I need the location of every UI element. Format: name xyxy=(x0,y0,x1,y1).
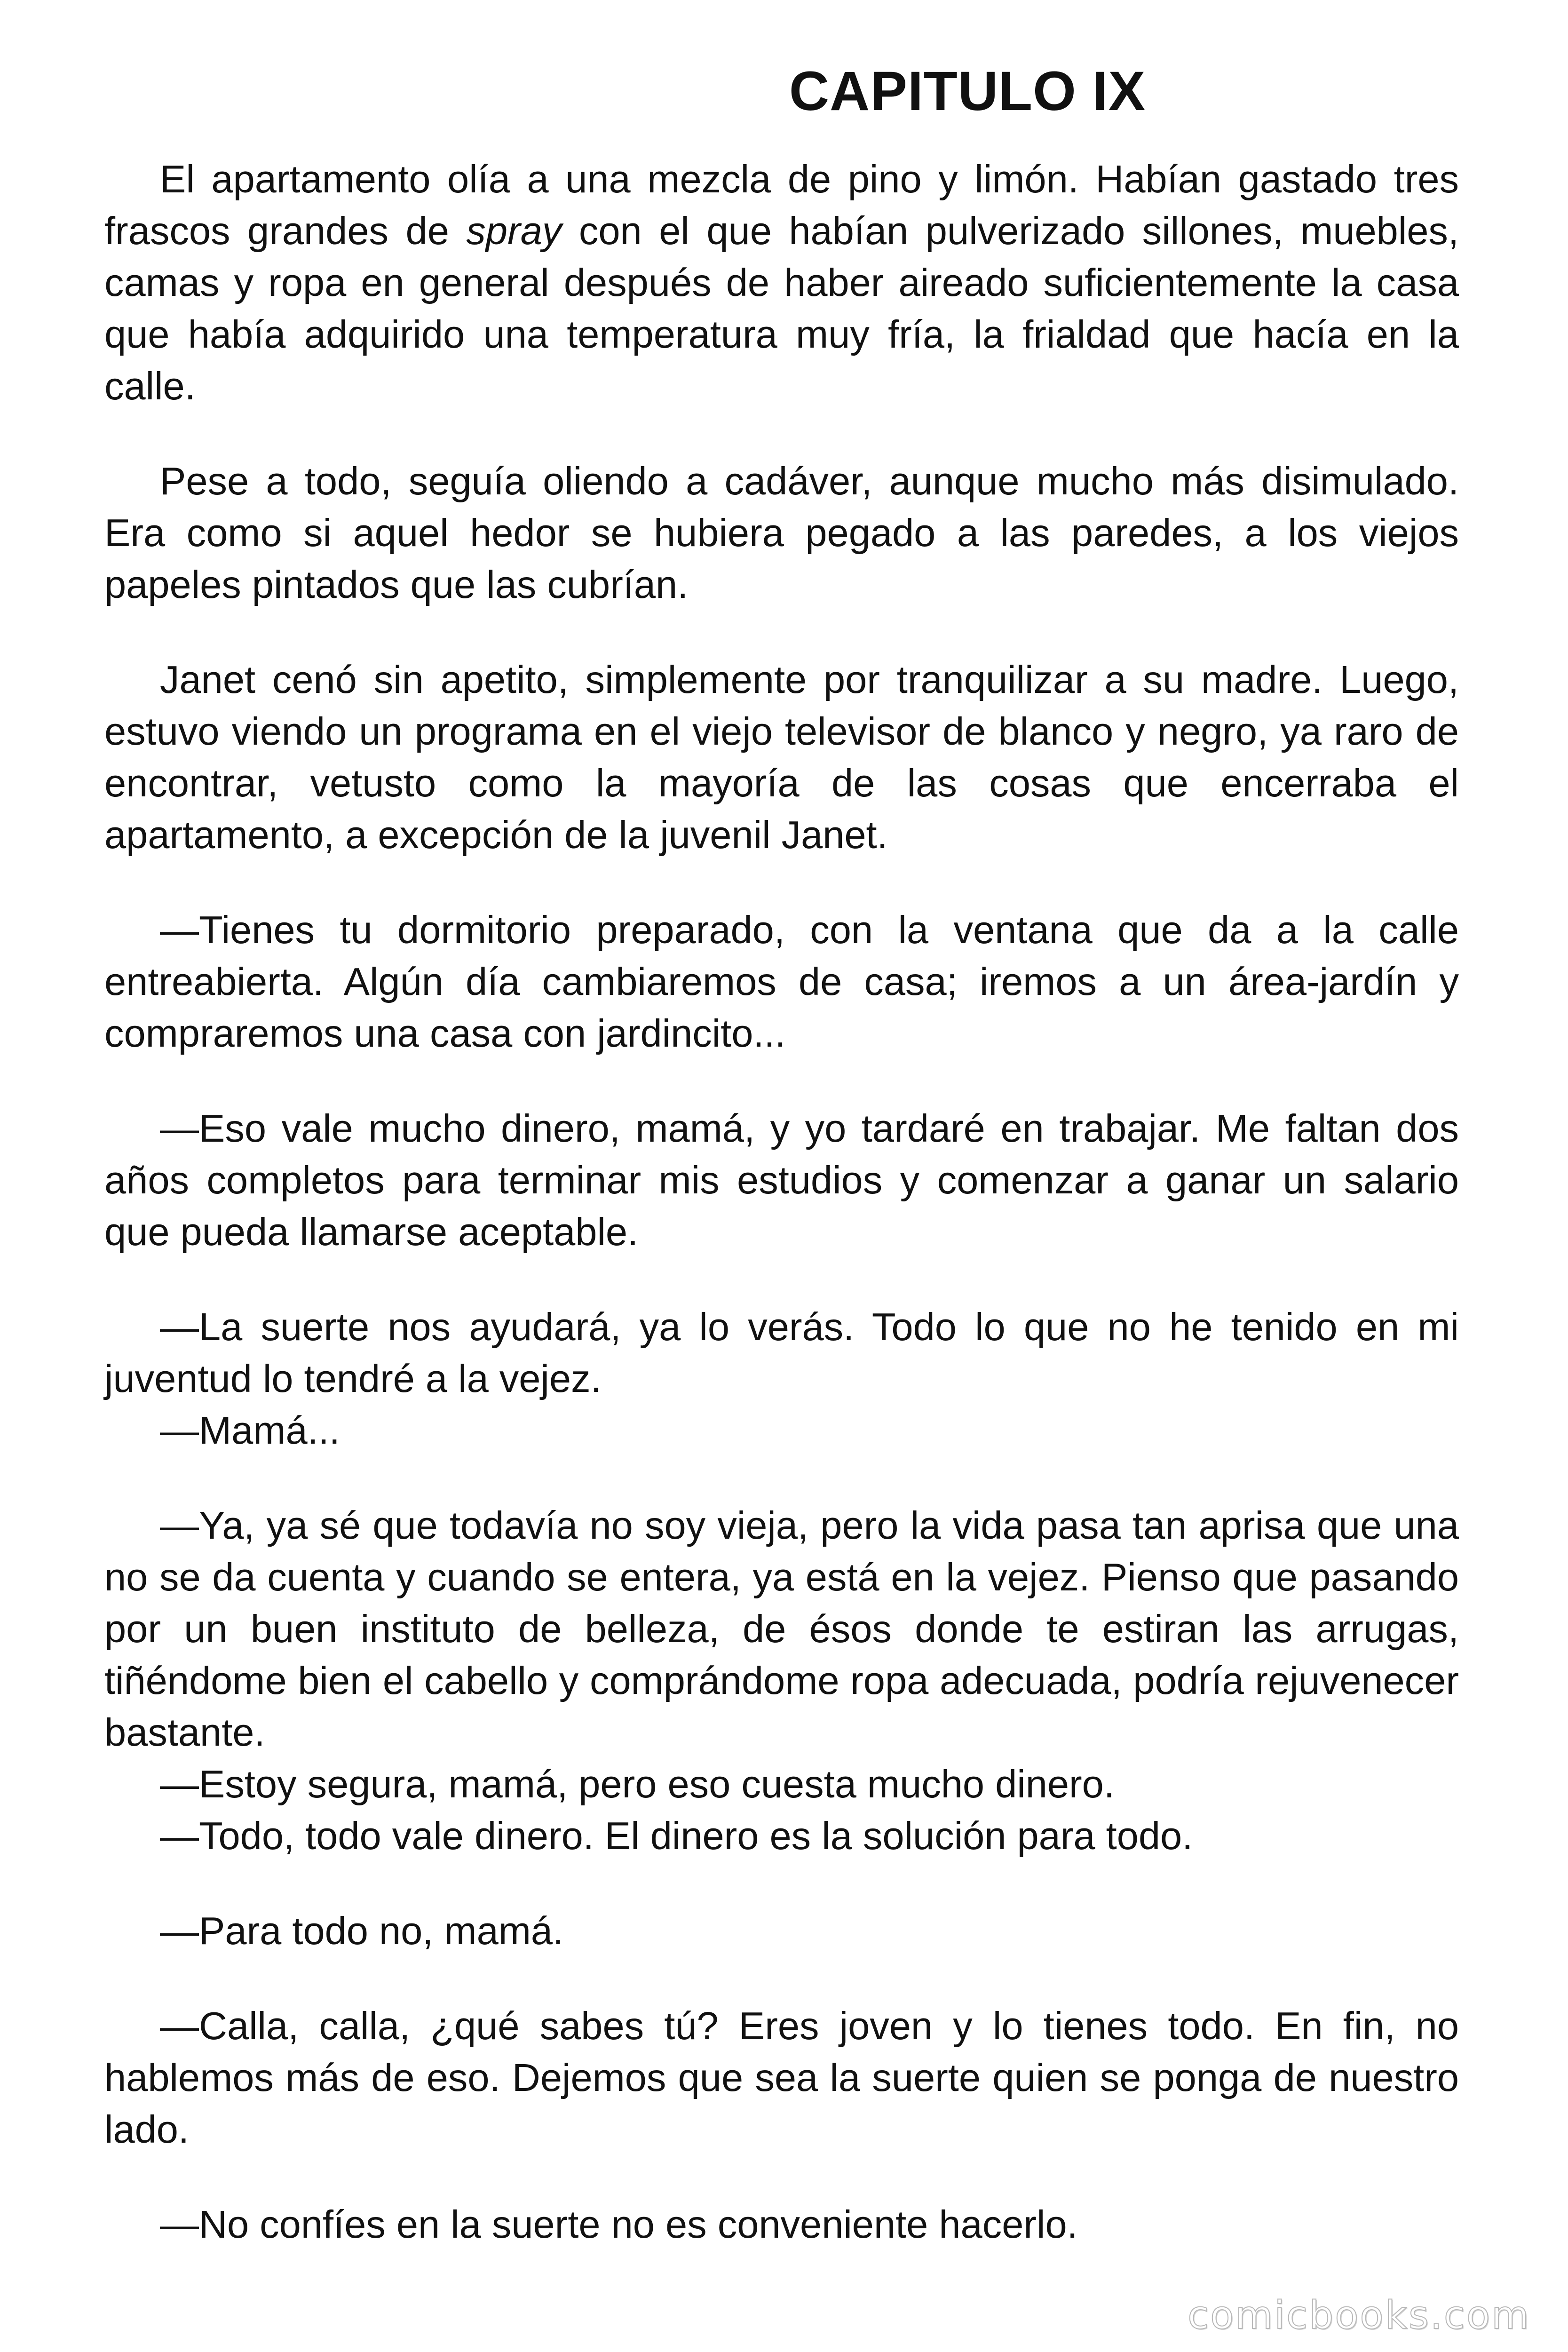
watermark: comicbooks.com xyxy=(1188,2293,1530,2338)
paragraph-10: —Todo, todo vale dinero. El dinero es la solución para todo. xyxy=(160,1814,1193,1858)
chapter-body xyxy=(104,153,1459,2250)
paragraph-2: Pese a todo, seguía oliendo a cadáver, aunque mucho más disimulado. Era como si aquel hedor se hubiera pegado a las paredes, a los viejos papeles pintados que las cubrían. xyxy=(104,459,1459,606)
paragraph-3: Janet cenó sin apetito, simplemente por tranquilizar a su madre. Luego, estuvo viendo un programa en el viejo televisor de blanco y negro, ya raro de encontrar, vetusto como la mayoría de las cosas que encerraba el apartamento, a excepción de la juvenil Janet. xyxy=(104,658,1459,857)
paragraph-13: —No confíes en la suerte no es conveniente hacerlo. xyxy=(160,2202,1078,2246)
chapter-title: CAPITULO IX xyxy=(789,60,1146,123)
paragraph-1-text-end: con el que habían pulverizado sillones, muebles, camas y ropa en general después de haber aireado suficientemente la casa que había adquirido una temperatura muy fría, la frialdad que hacía en la calle. xyxy=(104,209,1459,408)
paragraph-1-text-start: El apartamento olía a una mezcla de pino y limón. Habían gastado tres frascos grandes de xyxy=(104,157,1459,253)
paragraph-1 xyxy=(104,153,1459,412)
paragraph-4: —Tienes tu dormitorio preparado, con la ventana que da a la calle entreabierta. Algún día cambiaremos de casa; iremos a un área-jardín y compraremos una casa con jardincito... xyxy=(104,908,1459,1055)
paragraph-5: —Eso vale mucho dinero, mamá, y yo tardaré en trabajar. Me faltan dos años completos para terminar mis estudios y comenzar a ganar un salario que pueda llamarse aceptable. xyxy=(104,1106,1459,1254)
paragraph-9: —Estoy segura, mamá, pero eso cuesta mucho dinero. xyxy=(160,1762,1115,1806)
paragraph-7: —Mamá... xyxy=(160,1408,340,1452)
paragraph-6: —La suerte nos ayudará, ya lo verás. Todo lo que no he tenido en mi juventud lo tendré a la vejez. xyxy=(104,1305,1459,1400)
paragraph-1-emphasis: spray xyxy=(466,209,562,253)
paragraph-12: —Calla, calla, ¿qué sabes tú? Eres joven y lo tienes todo. En fin, no hablemos más de eso. Dejemos que sea la suerte quien se ponga de nuestro lado. xyxy=(104,2004,1459,2151)
paragraph-11: —Para todo no, mamá. xyxy=(160,1909,564,1953)
paragraph-8: —Ya, ya sé que todavía no soy vieja, pero la vida pasa tan aprisa que una no se da cuenta y cuando se entera, ya está en la vejez. Pienso que pasando por un buen instituto de belleza, de ésos donde te estiran las arrugas, tiñéndome bien el cabello y comprándome ropa adecuada, podría rejuvenecer bastante. xyxy=(104,1503,1459,1754)
